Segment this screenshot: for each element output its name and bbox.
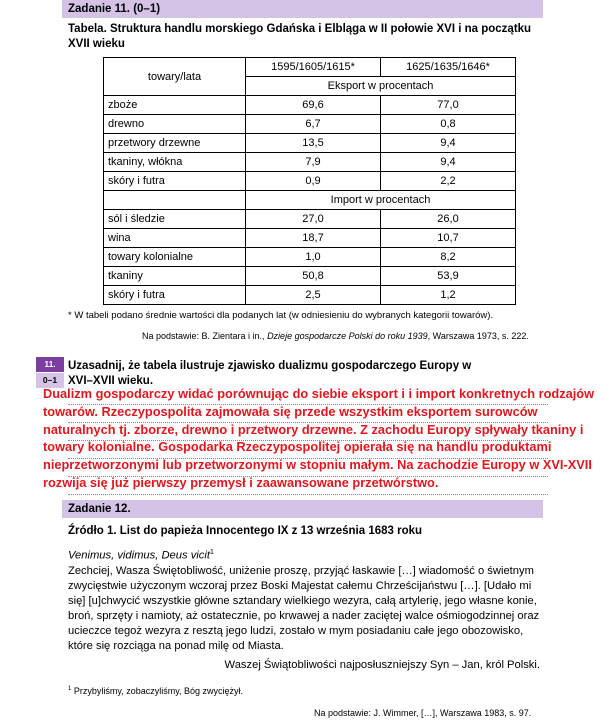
row-name: sól i śledzie [104, 210, 246, 229]
table-source [142, 331, 529, 341]
table-row [104, 153, 516, 172]
row-value: 0,8 [381, 115, 516, 134]
table-row [104, 248, 516, 267]
table-row [104, 267, 516, 286]
table-row [104, 210, 516, 229]
row-value: 27,0 [246, 210, 381, 229]
table-row [104, 115, 516, 134]
table-note: * W tabeli podano średnie wartości dla podanych lat (w odniesieniu do wybranych kategorii towarów). [68, 310, 494, 321]
row-value: 0,9 [246, 172, 381, 191]
source-title: Dzieje gospodarcze Polski do roku 1939 [267, 331, 428, 341]
row-value: 2,5 [246, 286, 381, 305]
footnote-text: Przybyliśmy, zobaczyliśmy, Bóg zwyciężył. [73, 686, 244, 696]
row-name: przetwory drzewne [104, 134, 246, 153]
letter-source: Na podstawie: J. Wimmer, […], Warszawa 1983, s. 97. [314, 708, 532, 718]
latin-motto: Venimus, vidimus, Deus vicit [68, 549, 210, 562]
export-label: Eksport w procentach [246, 77, 516, 96]
row-value: 10,7 [381, 229, 516, 248]
letter-text [68, 545, 548, 654]
row-value: 6,7 [246, 115, 381, 134]
row-value: 13,5 [246, 134, 381, 153]
table-row [104, 134, 516, 153]
row-value: 50,8 [246, 267, 381, 286]
row-value: 53,9 [381, 267, 516, 286]
row-value: 2,2 [381, 172, 516, 191]
row-value: 1,2 [381, 286, 516, 305]
row-value: 26,0 [381, 210, 516, 229]
row-value: 1,0 [246, 248, 381, 267]
task11-header: Zadanie 11. (0–1) [62, 0, 543, 18]
table-row [104, 286, 516, 305]
row-name: wina [104, 229, 246, 248]
letter-body: Zechciej, Wasza Świętobliwość, uniżenie proszę, przyjąć łaskawie […] wiadomość o świetnym zwycięstwie użyczonym wczoraj przez Boski Majestat całemu Chrześcijaństwu […]. [Udało mi się] [u]chwycić wszystkie główne sztandary wielkiego wezyra, całą artylerię, jego własne konie, broń, sprzęty i namioty, aż ostatecznie, po krwawej a nader zaciętej walce ośmiogodzinnej oraz ucieczce tegoż wezyra z resztą jego ludzi, zostało w mym posiadaniu całe jego obozowisko, które się rozciąga na ponad milę od Miasta. [68, 564, 540, 652]
row-value: 9,4 [381, 134, 516, 153]
answer-text[interactable]: Dualizm gospodarczy widać porównując do siebie eksport i i import konkretnych rodzajów towarów. Rzeczypospolita zajmowała się przede wszystkim eksportem surowców naturalnych tj. zborze, drewno i przetwory drzewne. Z zachodu Europy spływały tkaniny i towary kolonialne. Gospodarka Rzeczypospolitej opierała się na handlu produktami nieprzetworzonymi lub przetworzonymi w stopniu małym. Na zachodzie Europy w XVI-XVII rozwija się już pierwszy przemysł i zaawansowane przetwórstwo. [43, 386, 595, 490]
period-2: 1625/1635/1646* [381, 58, 516, 77]
row-name: tkaniny [104, 267, 246, 286]
row-value: 7,9 [246, 153, 381, 172]
row-name: tkaniny, włókna [104, 153, 246, 172]
table-row [104, 96, 516, 115]
row-value: 18,7 [246, 229, 381, 248]
source-prefix: Na podstawie: B. Zientara i in., [142, 331, 268, 341]
footnote-number: 1 [68, 686, 72, 692]
row-name: zboże [104, 96, 246, 115]
table-row [104, 229, 516, 248]
row-name: skóry i futra [104, 286, 246, 305]
footnote-mark: 1 [209, 549, 214, 556]
source-suffix: , Warszawa 1973, s. 222. [427, 331, 529, 341]
task-number-badge: 11. [36, 357, 64, 372]
period-1: 1595/1605/1615* [246, 58, 381, 77]
task11-question: Uzasadnij, że tabela ilustruje zjawisko dualizmu gospodarczego Europy w XVI–XVII wieku. [68, 360, 472, 387]
points-badge: 0–1 [36, 373, 64, 388]
row-value: 9,4 [381, 153, 516, 172]
trade-table [103, 57, 516, 305]
row-value: 8,2 [381, 248, 516, 267]
row-name: skóry i futra [104, 172, 246, 191]
col-header: towary/lata [104, 58, 246, 96]
row-value: 77,0 [381, 96, 516, 115]
task12-header: Zadanie 12. [62, 500, 543, 518]
table-caption: Tabela. Struktura handlu morskiego Gdańska i Elbląga w II połowie XVI i na początku XVII wieku [68, 23, 532, 50]
row-value: 69,6 [246, 96, 381, 115]
footnote [68, 686, 243, 696]
source1-title: Źródło 1. List do papieża Innocentego IX z 13 września 1683 roku [68, 525, 423, 537]
letter-signature: Waszej Świątobliwości najposłuszniejszy Syn – Jan, król Polski. [224, 659, 540, 671]
row-name: drewno [104, 115, 246, 134]
import-label: Import w procentach [246, 191, 516, 210]
answer-line [68, 494, 548, 495]
table-row [104, 172, 516, 191]
row-name: towary kolonialne [104, 248, 246, 267]
